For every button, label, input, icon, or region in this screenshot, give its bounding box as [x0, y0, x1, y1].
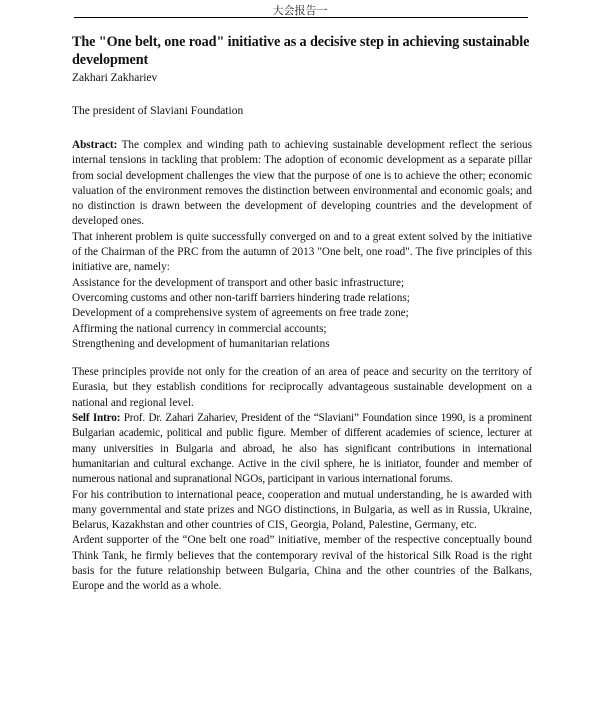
principle-item: Affirming the national currency in commercial accounts;	[72, 322, 327, 335]
abstract-paragraph	[72, 138, 532, 230]
supporter-paragraph: Ardent supporter of the “One belt one road” initiative, member of the respective conceptually bound Think Tank, he firmly believes that the contemporary revival of the historical Silk Road is the right basis for the future relationship between Bulgaria, China and the other countries of the Balkans, Europe and the world as a whole.	[72, 534, 532, 593]
principle-item: Development of a comprehensive system of agreements on free trade zone;	[72, 307, 409, 320]
body-text	[72, 138, 532, 595]
header-rule	[74, 17, 528, 18]
principle-item: Overcoming customs and other non-tariff barriers hindering trade relations;	[72, 291, 410, 304]
initiative-paragraph: That inherent problem is quite successfully converged on and to a great extent solved by the initiative of the Chairman of the PRC from the autumn of 2013 "One belt, one road". The five principles of this initiative are, namely:	[72, 230, 532, 274]
paragraph-gap	[72, 352, 532, 365]
abstract-text: The complex and winding path to achieving sustainable development reflect the serious internal tensions in tackling that problem: The adoption of economic development as a separate pillar from social development challenges the view that the purpose of one is to achieve the other; economic valuation of the environment removes the distinction between environmental and economic goals; and no distinction is drawn between the development of developing countries and the development of developed ones.	[72, 139, 532, 228]
paper-title: The "One belt, one road" initiative as a decisive step in achieving sustainable development	[72, 34, 530, 68]
abstract-label: Abstract:	[72, 139, 118, 151]
running-header: 大会报告一	[272, 4, 328, 17]
self-intro-paragraph	[72, 411, 532, 487]
self-intro-text: Prof. Dr. Zahari Zahariev, President of the “Slaviani” Foundation since 1990, is a prominent Bulgarian academic, political and public figure. Member of different academies of science, lecturer at many universities in Bulgaria and abroad, he also has significant contributions in international humanitarian and cultural exchange. Active in the civil sphere, he is initiator, founder and member of numerous national and supranational NGOs, participant in various international forums.	[72, 412, 532, 486]
principles-paragraph: These principles provide not only for the creation of an area of peace and security on the territory of Eurasia, but they establish conditions for reciprocally advantageous sustainable development on a national and regional level.	[72, 366, 532, 409]
author-name: Zakhari Zakhariev	[72, 72, 158, 84]
awards-paragraph: For his contribution to international peace, cooperation and mutual understanding, he is awarded with many governmental and state prizes and NGO distinctions, in Bulgaria, as well as in Russia, Ukraine, Belarus, Kazakhstan and other countries of CIS, Georgia, Poland, Palestine, Germany, etc.	[72, 488, 532, 532]
principles-list	[72, 276, 532, 352]
self-intro-label: Self Intro:	[72, 412, 121, 425]
author-affiliation: The president of Slaviani Foundation	[72, 105, 244, 117]
page-content	[72, 33, 532, 595]
principle-item: Strengthening and development of humanitarian relations	[72, 337, 330, 350]
principle-item: Assistance for the development of transport and other basic infrastructure;	[72, 276, 405, 289]
